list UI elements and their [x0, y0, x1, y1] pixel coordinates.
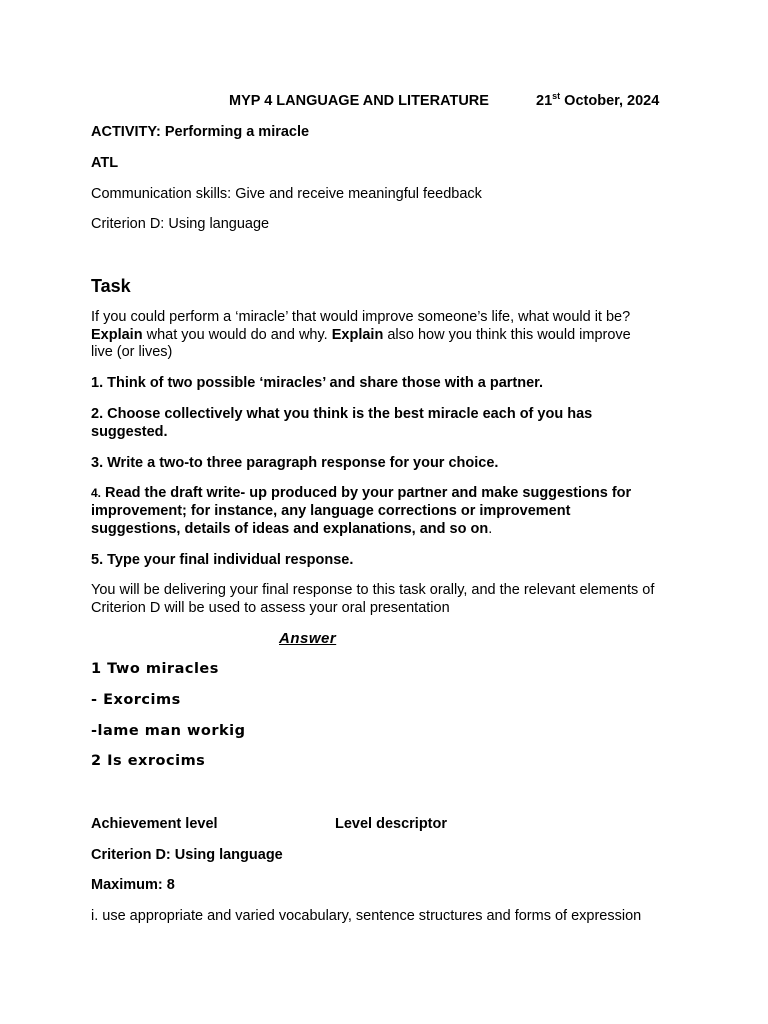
date-month-year: October, 2024	[560, 93, 660, 109]
step-3: 3. Write a two-to three paragraph response for your choice.	[91, 455, 499, 471]
closing-line-1: You will be delivering your final response to this task orally, and the relevant elements of	[91, 582, 655, 598]
achievement-level-label: Achievement level	[91, 816, 218, 832]
answer-line-4: 2 Is exrocims	[91, 753, 206, 769]
step-5: 5. Type your final individual response.	[91, 552, 354, 568]
task-intro-line-3: live (or lives)	[91, 344, 173, 360]
task-heading: Task	[91, 276, 131, 296]
assessment-item-i: i. use appropriate and varied vocabulary, sentence structures and forms of expression	[91, 908, 642, 924]
step-4-line-2: improvement; for instance, any language corrections or improvement	[91, 503, 571, 519]
activity-title: ACTIVITY: Performing a miracle	[91, 124, 310, 140]
document-date	[536, 93, 659, 109]
answer-line-2: - Exorcims	[91, 692, 181, 708]
communication-skills: Communication skills: Give and receive meaningful feedback	[91, 186, 482, 202]
level-descriptor-label: Level descriptor	[335, 816, 448, 832]
explain-bold-1: Explain	[91, 327, 143, 343]
course-title: MYP 4 LANGUAGE AND LITERATURE	[229, 93, 489, 109]
step-1: 1. Think of two possible ‘miracles’ and share those with a partner.	[91, 375, 544, 391]
closing-line-2: Criterion D will be used to assess your oral presentation	[91, 600, 450, 616]
task-intro-line-2: Explain what you would do and why. Explain also how you think this would improve	[91, 327, 631, 343]
answer-line-1: 1 Two miracles	[91, 661, 219, 677]
atl-heading: ATL	[91, 155, 119, 171]
explain-bold-2: Explain	[331, 327, 384, 343]
answer-line-3: -lame man workig	[91, 723, 246, 739]
step-2-line-1: 2. Choose collectively what you think is the best miracle each of you has	[91, 406, 593, 422]
date-day: 21	[536, 93, 553, 109]
step-4-line-1: 4. Read the draft write- up produced by your partner and make suggestions for	[91, 485, 632, 501]
assessment-criterion: Criterion D: Using language	[91, 847, 283, 863]
criterion-line: Criterion D: Using language	[91, 216, 270, 232]
step-2-line-2: suggested.	[91, 424, 168, 440]
answer-heading: Answer	[279, 630, 337, 647]
step-4-line-3: suggestions, details of ideas and explanations, and so on.	[91, 521, 493, 537]
assessment-maximum: Maximum: 8	[91, 877, 175, 893]
date-suffix: st	[552, 91, 561, 101]
step-4-number: 4.	[91, 486, 102, 500]
task-intro-line-1: If you could perform a ‘miracle’ that would improve someone’s life, what would it be?	[91, 309, 631, 325]
